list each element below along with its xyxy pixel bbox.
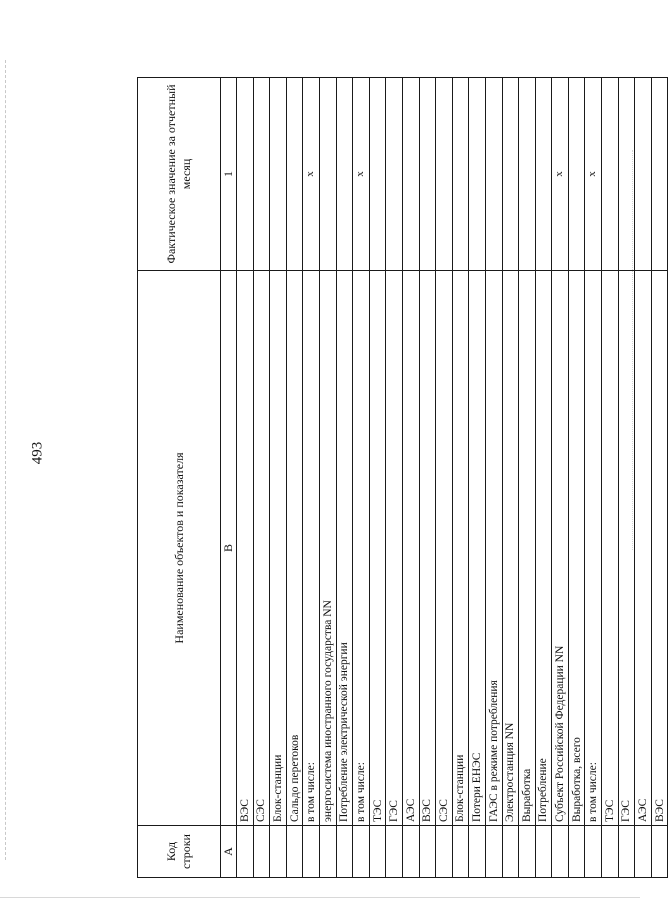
row-name-cell: ГЭС xyxy=(618,271,635,826)
row-name-cell: в том числе: xyxy=(353,271,370,826)
rotated-table-wrapper xyxy=(137,78,666,878)
row-name-cell: в том числе: xyxy=(303,271,320,826)
header-name: Наименование объектов и показателя xyxy=(138,271,221,826)
row-value-cell: х xyxy=(353,78,370,271)
column-letter-name: В xyxy=(221,271,237,826)
table-row xyxy=(419,78,436,878)
row-code-cell xyxy=(585,826,602,878)
row-code-cell xyxy=(369,826,386,878)
row-code-cell xyxy=(286,826,303,878)
scan-edge-bottom xyxy=(0,897,640,898)
row-code-cell xyxy=(419,826,436,878)
row-name-cell: ТЭС xyxy=(602,271,619,826)
table-row xyxy=(319,78,336,878)
row-code-cell xyxy=(319,826,336,878)
row-value-cell xyxy=(286,78,303,271)
row-code-cell xyxy=(602,826,619,878)
row-code-cell xyxy=(485,826,502,878)
table-row xyxy=(452,78,469,878)
row-value-cell xyxy=(452,78,469,271)
row-code-cell xyxy=(535,826,552,878)
row-name-cell: СЭС xyxy=(253,271,270,826)
row-value-cell xyxy=(568,78,585,271)
row-name-cell: Электростанция NN xyxy=(502,271,519,826)
row-value-cell xyxy=(253,78,270,271)
table-row xyxy=(585,78,602,878)
table-row xyxy=(651,78,668,878)
row-name-cell: СЭС xyxy=(436,271,453,826)
row-value-cell: х xyxy=(552,78,569,271)
table-row xyxy=(568,78,585,878)
row-name-cell: ГЭС xyxy=(386,271,403,826)
row-name-cell: Субъект Российской Федерации NN xyxy=(552,271,569,826)
row-name-cell: в том числе: xyxy=(585,271,602,826)
row-code-cell xyxy=(452,826,469,878)
table-row xyxy=(286,78,303,878)
row-name-cell: ТЭС xyxy=(369,271,386,826)
row-name-cell: Выработка xyxy=(519,271,536,826)
table-row xyxy=(618,78,635,878)
table-row xyxy=(402,78,419,878)
row-name-cell: АЭС xyxy=(635,271,652,826)
row-code-cell xyxy=(618,826,635,878)
table-row xyxy=(386,78,403,878)
row-code-cell xyxy=(469,826,486,878)
column-letter-row xyxy=(221,78,237,878)
row-code-cell xyxy=(635,826,652,878)
table-row xyxy=(303,78,320,878)
row-value-cell xyxy=(436,78,453,271)
table-row xyxy=(535,78,552,878)
row-name-cell: Потери ЕНЭС xyxy=(469,271,486,826)
row-code-cell xyxy=(386,826,403,878)
header-code: Код строки xyxy=(138,826,221,878)
row-name-cell: АЭС xyxy=(402,271,419,826)
row-value-cell xyxy=(419,78,436,271)
table-row xyxy=(469,78,486,878)
row-value-cell xyxy=(519,78,536,271)
row-value-cell xyxy=(651,78,668,271)
table-row xyxy=(485,78,502,878)
row-name-cell: энергосистема иностранного государства NN xyxy=(319,271,336,826)
row-name-cell: ВЭС xyxy=(419,271,436,826)
row-value-cell xyxy=(319,78,336,271)
table-row xyxy=(369,78,386,878)
row-name-cell: ВЭС xyxy=(237,271,254,826)
table-row xyxy=(519,78,536,878)
column-letter-value: 1 xyxy=(221,78,237,271)
table-row xyxy=(237,78,254,878)
row-value-cell xyxy=(402,78,419,271)
row-code-cell xyxy=(519,826,536,878)
row-value-cell xyxy=(237,78,254,271)
row-code-cell xyxy=(253,826,270,878)
column-letter-code: А xyxy=(221,826,237,878)
row-name-cell: ГАЭС в режиме потребления xyxy=(485,271,502,826)
table-row xyxy=(602,78,619,878)
table-row xyxy=(270,78,287,878)
page-number: 493 xyxy=(29,441,46,465)
row-value-cell xyxy=(602,78,619,271)
row-code-cell xyxy=(552,826,569,878)
row-name-cell: Выработка, всего xyxy=(568,271,585,826)
row-value-cell: х xyxy=(585,78,602,271)
row-value-cell xyxy=(386,78,403,271)
row-name-cell: ВЭС xyxy=(651,271,668,826)
row-code-cell xyxy=(336,826,353,878)
row-value-cell xyxy=(469,78,486,271)
row-code-cell xyxy=(502,826,519,878)
row-name-cell: Потребление электрической энергии xyxy=(336,271,353,826)
report-table xyxy=(137,77,668,878)
row-value-cell xyxy=(485,78,502,271)
table-row xyxy=(502,78,519,878)
table-row xyxy=(353,78,370,878)
row-code-cell xyxy=(402,826,419,878)
row-value-cell xyxy=(369,78,386,271)
row-name-cell: Потребление xyxy=(535,271,552,826)
row-code-cell xyxy=(436,826,453,878)
row-code-cell xyxy=(651,826,668,878)
row-value-cell xyxy=(618,78,635,271)
table-row xyxy=(253,78,270,878)
row-value-cell xyxy=(635,78,652,271)
row-value-cell xyxy=(270,78,287,271)
header-value: Фактическое значение за отчетный месяц xyxy=(138,78,221,271)
row-name-cell: Блок-станции xyxy=(270,271,287,826)
row-code-cell xyxy=(303,826,320,878)
row-value-cell xyxy=(535,78,552,271)
row-name-cell: Сальдо перетоков xyxy=(286,271,303,826)
table-row xyxy=(635,78,652,878)
row-value-cell xyxy=(502,78,519,271)
row-name-cell: Блок-станции xyxy=(452,271,469,826)
row-code-cell xyxy=(353,826,370,878)
table-row xyxy=(436,78,453,878)
row-value-cell: х xyxy=(303,78,320,271)
row-value-cell xyxy=(336,78,353,271)
row-code-cell xyxy=(568,826,585,878)
header-row xyxy=(138,78,221,878)
scan-edge-left xyxy=(5,60,6,860)
row-code-cell xyxy=(237,826,254,878)
table-row xyxy=(552,78,569,878)
row-code-cell xyxy=(270,826,287,878)
table-row xyxy=(336,78,353,878)
